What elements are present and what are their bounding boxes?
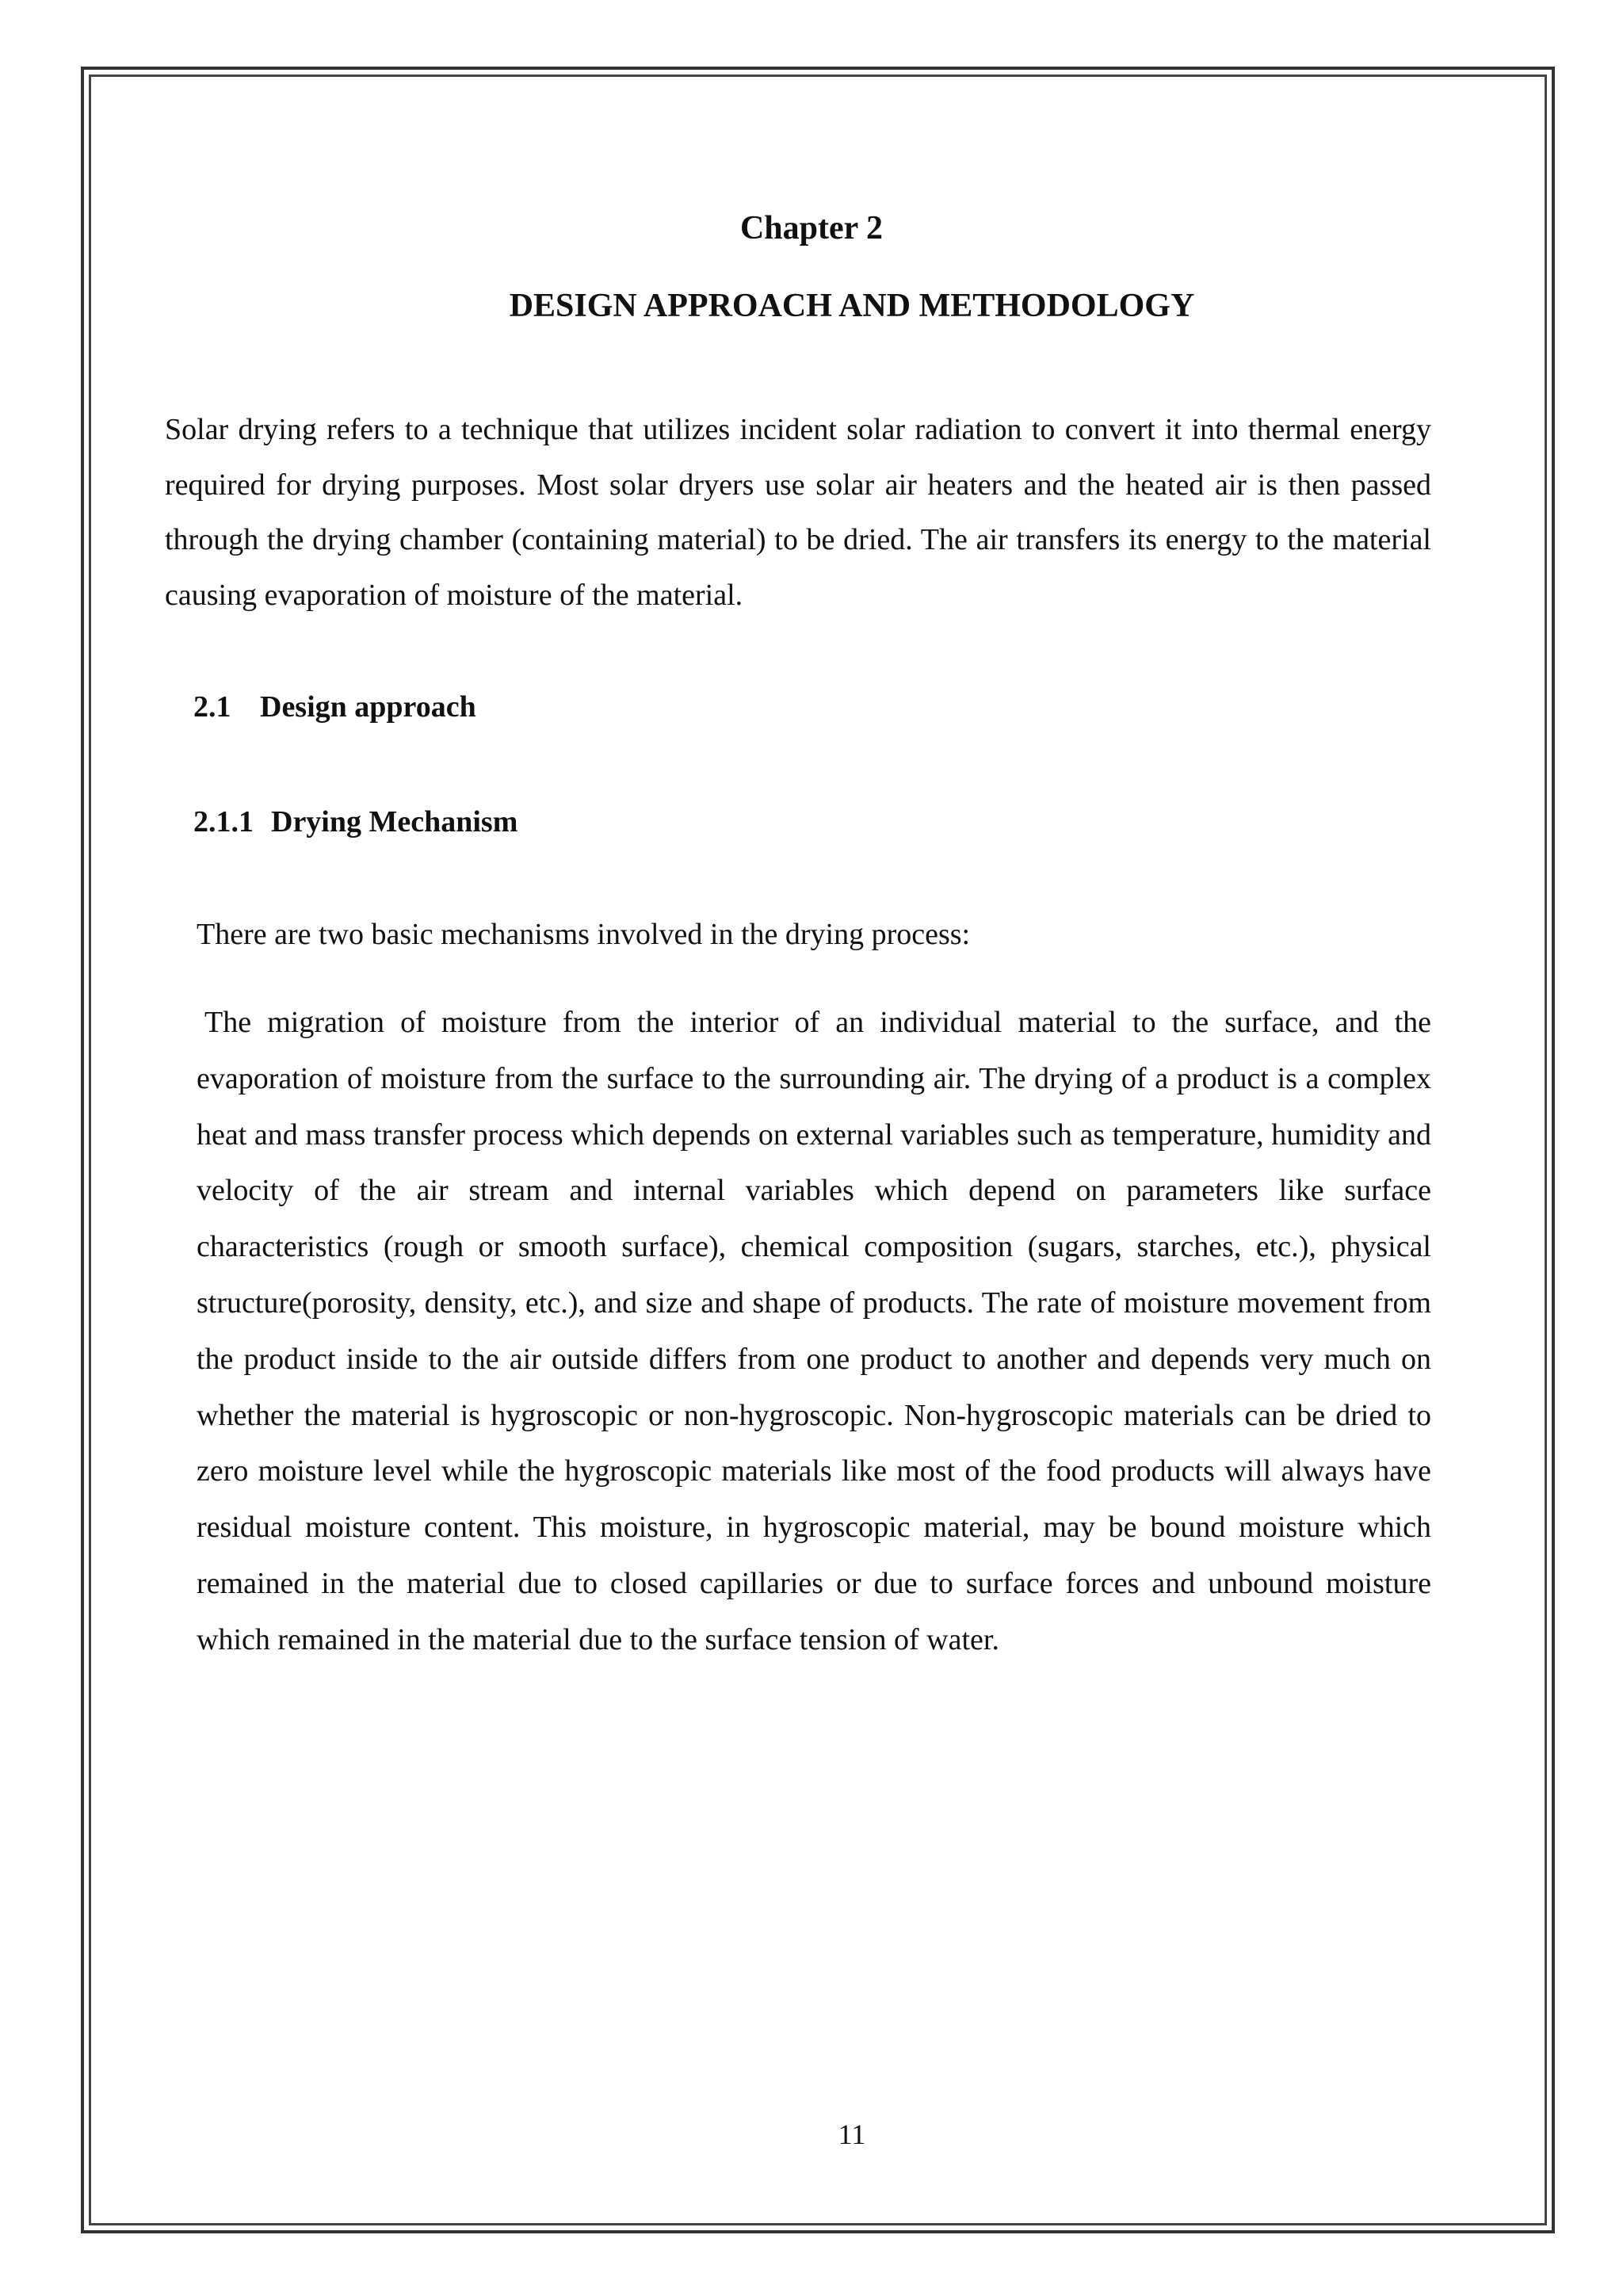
chapter-title: DESIGN APPROACH AND METHODOLOGY: [509, 288, 1195, 324]
section-heading: [193, 685, 476, 729]
intro-paragraph: Solar drying refers to a technique that utilizes incident solar radiation to convert it into thermal energy required for drying purposes. Most solar dryers use solar air heaters and the heated air is then passed through the drying chamber (containing material) to be dried. The air transfers its energy to the material causing evaporation of moisture of the material.: [165, 413, 1431, 612]
section-title: Design approach: [260, 690, 476, 724]
section-number: 2.1: [193, 690, 231, 724]
subsection-number: 2.1.1: [193, 805, 254, 839]
chapter-label: Chapter 2: [739, 210, 884, 246]
lead-sentence: There are two basic mechanisms involved in the drying process:: [197, 918, 971, 951]
subsection-title: Drying Mechanism: [271, 805, 518, 839]
body-paragraph: The migration of moisture from the interior of an individual material to the surface, and the evaporation of moisture from the surface to the surrounding air. The drying of a product is a complex heat and mass transfer process which depends on external variables such as temperature, humidity and velocity of the air stream and internal variables which depend on parameters like surface characteristics (rough or smooth surface), chemical composition (sugars, starches, etc.), physical structure(porosity, density, etc.), and size and shape of products. The rate of moisture movement from the product inside to the air outside differs from one product to another and depends very much on whether the material is hygroscopic or non-hygroscopic. Non-hygroscopic materials can be dried to zero moisture level while the hygroscopic materials like most of the food products will always have residual moisture content. This moisture, in hygroscopic material, may be bound moisture which remained in the material due to closed capillaries or due to surface forces and unbound moisture which remained in the material due to the surface tension of water.: [197, 1006, 1431, 1656]
subsection-heading: [193, 800, 517, 844]
page-number: 11: [838, 2118, 866, 2150]
